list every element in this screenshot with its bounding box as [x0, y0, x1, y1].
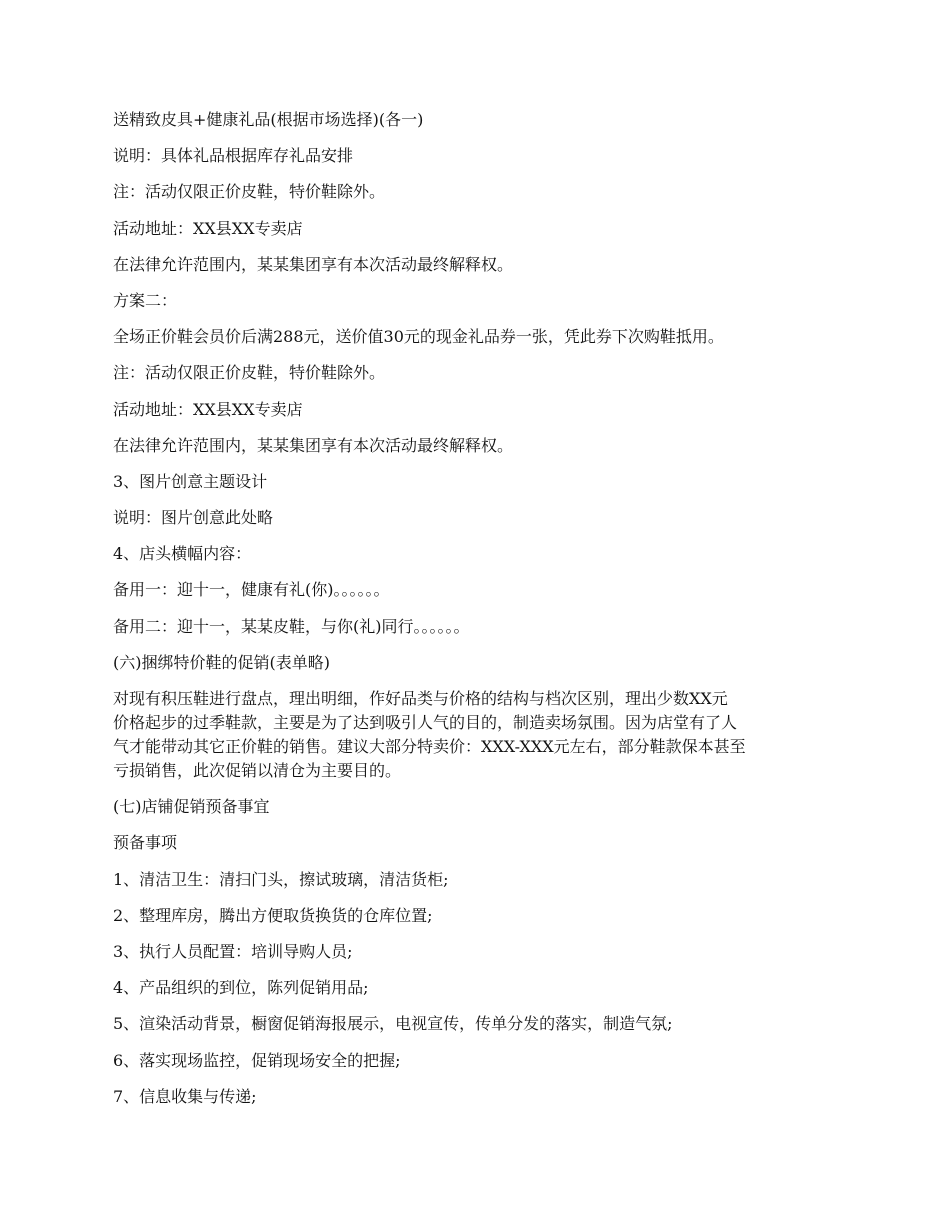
section-6-heading: (六)捆绑特价鞋的促销(表单略): [113, 652, 330, 672]
legal-statement-1: 在法律允许范围内，某某集团享有本次活动最终解释权。: [113, 254, 514, 274]
banner-option-1: 备用一：迎十一，健康有礼(你)。。。。。。: [113, 580, 390, 600]
activity-note-1: 注：活动仅限正价皮鞋，特价鞋除外。: [113, 182, 386, 202]
prep-item-5: 5、渲染活动背景，橱窗促销海报展示，电视宣传，传单分发的落实，制造气氛;: [113, 1014, 673, 1034]
gift-line: 送精致皮具+健康礼品(根据市场选择)(各一): [113, 110, 424, 129]
plan-two-detail: 全场正价鞋会员价后满288元，送价值30元的现金礼品券一张，凭此券下次购鞋抵用。: [113, 327, 724, 347]
prep-item-1: 1、清洁卫生：清扫门头，擦试玻璃，清洁货柜;: [113, 869, 449, 889]
paragraph-line: 气才能带动其它正价鞋的销售。建议大部分特卖价：XXX-XXX元左右，部分鞋款保本甚至: [113, 737, 746, 756]
plan-two-heading: 方案二：: [113, 290, 178, 310]
legal-statement-2: 在法律允许范围内，某某集团享有本次活动最终解释权。: [113, 435, 514, 455]
paragraph-line: 亏损销售，此次促销以清仓为主要目的。: [113, 761, 402, 780]
section-7-heading: (七)店铺促销预备事宜: [113, 797, 270, 817]
clearance-paragraph: [113, 687, 833, 783]
activity-address-2: 活动地址：XX县XX专卖店: [113, 399, 303, 419]
section-4-heading: 4、店头横幅内容：: [113, 544, 252, 564]
section-3-note: 说明：图片创意此处略: [113, 508, 274, 528]
paragraph-line: 对现有积压鞋进行盘点，理出明细，作好品类与价格的结构与档次区别，理出少数XX元: [113, 689, 728, 708]
document-page: [113, 108, 833, 1121]
activity-note-2: 注：活动仅限正价皮鞋，特价鞋除外。: [113, 363, 386, 383]
prep-item-3: 3、执行人员配置：培训导购人员;: [113, 941, 353, 961]
activity-address-1: 活动地址：XX县XX专卖店: [113, 218, 303, 238]
prep-item-7: 7、信息收集与传递;: [113, 1086, 257, 1106]
gift-note: 说明：具体礼品根据库存礼品安排: [113, 146, 354, 166]
prep-item-6: 6、落实现场监控，促销现场安全的把握;: [113, 1050, 401, 1070]
banner-option-2: 备用二：迎十一，某某皮鞋，与你(礼)同行。。。。。。: [113, 616, 470, 636]
prep-item-2: 2、整理库房，腾出方便取货换货的仓库位置;: [113, 905, 433, 925]
prep-items-heading: 预备事项: [113, 833, 178, 853]
section-3-heading: 3、图片创意主题设计: [113, 471, 268, 491]
paragraph-line: 价格起步的过季鞋款，主要是为了达到吸引人气的目的，制造卖场氛围。因为店堂有了人: [113, 713, 738, 732]
prep-item-4: 4、产品组织的到位，陈列促销用品;: [113, 978, 369, 998]
